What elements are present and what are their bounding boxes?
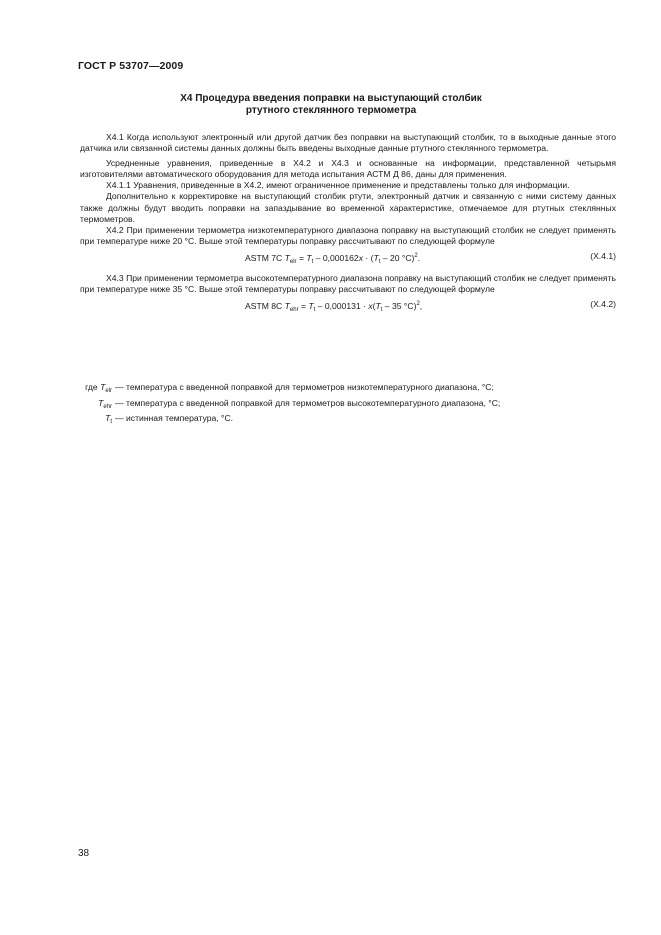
definition-symbol: где $T_{elr}$ xyxy=(85,382,112,394)
definition-text: — температура с введенной поправкой для термометров высокотемпературного диапазона, °С; xyxy=(115,397,501,408)
definition-text: — температура с введенной поправкой для термометров низкотемпературного диапазона, °С; xyxy=(115,382,494,392)
paragraph-x4-3: Х4.3 При применении термометра высокотемпературного диапазона поправку на выступающий столбик не следует применять при температуре ниже 35 °С. Выше этой температуры поправку рассчитывают по следующей формуле xyxy=(80,272,616,295)
section-title-line-2: ртутного стеклянного термометра xyxy=(245,105,417,116)
definition-symbol: $T_{ehr}$ xyxy=(98,397,112,410)
page-number: 38 xyxy=(78,848,90,859)
formula-x4-2 xyxy=(80,298,616,314)
definition-text: — истинная температура, °С. xyxy=(115,413,234,424)
formula-x4-2-expression: ASTM 8C $T_{ehr} = T_t - 0,000131 \cdot x(T_t - 35$ °C)$^2$, xyxy=(245,301,423,314)
formula-x4-1 xyxy=(80,250,616,263)
definition-row xyxy=(78,398,500,414)
document-body xyxy=(80,132,616,321)
paragraph-x4-1-1: Х4.1.1 Уравнения, приведенные в Х4.2, имеют ограниченное применение и представлены только для информации. xyxy=(106,180,570,191)
document-id: ГОСТ Р 53707—2009 xyxy=(78,60,184,72)
definition-row xyxy=(78,382,500,398)
paragraph-averaged-equations: Усредненные уравнения, приведенные в Х4.2 и Х4.3 и основанные на информации, представленной четырьмя изготовителями автоматического оборудования для метода испытания АСТМ Д 86, даны для применения. xyxy=(80,158,616,180)
paragraph-x4-2: Х4.2 При применении термометра низкотемпературного диапазона поправку на выступающий столбик не следует применять при температуре ниже 20 °С. Выше этой температуры поправку рассчитывают по следующей формуле xyxy=(80,224,616,246)
definition-symbol: $T_t$ xyxy=(105,413,112,426)
section-title xyxy=(80,93,582,117)
section-title-line-1: Х4 Процедура введения поправки на выступающий столбик xyxy=(180,93,482,104)
symbol-definitions xyxy=(78,382,500,429)
paragraph-x4-1: Х4.1 Когда используют электронный или другой датчик без поправки на выступающий столбик, то в выходные данные этого датчика или связанной системы данных должны быть введены выходные данные ртутного стеклянного термометра. xyxy=(80,132,616,154)
definition-row xyxy=(78,413,500,429)
paragraph-time-lag: Дополнительно к корректировке на выступающий столбик ртути, электронный датчик и связанную с ними систему данных также должны будут вводить поправки на запаздывание во временной характеристике, отмечаемое для ртутных стеклянных термометров. xyxy=(80,191,616,224)
formula-x4-1-expression: ASTM 7C $T_{elr} = T_t - 0,000162x \cdot (T_t - 20$ °C)$^2$. xyxy=(245,252,421,265)
formula-x4-2-number: (Х.4.2) xyxy=(590,299,616,310)
formula-x4-1-number: (Х.4.1) xyxy=(590,250,616,261)
